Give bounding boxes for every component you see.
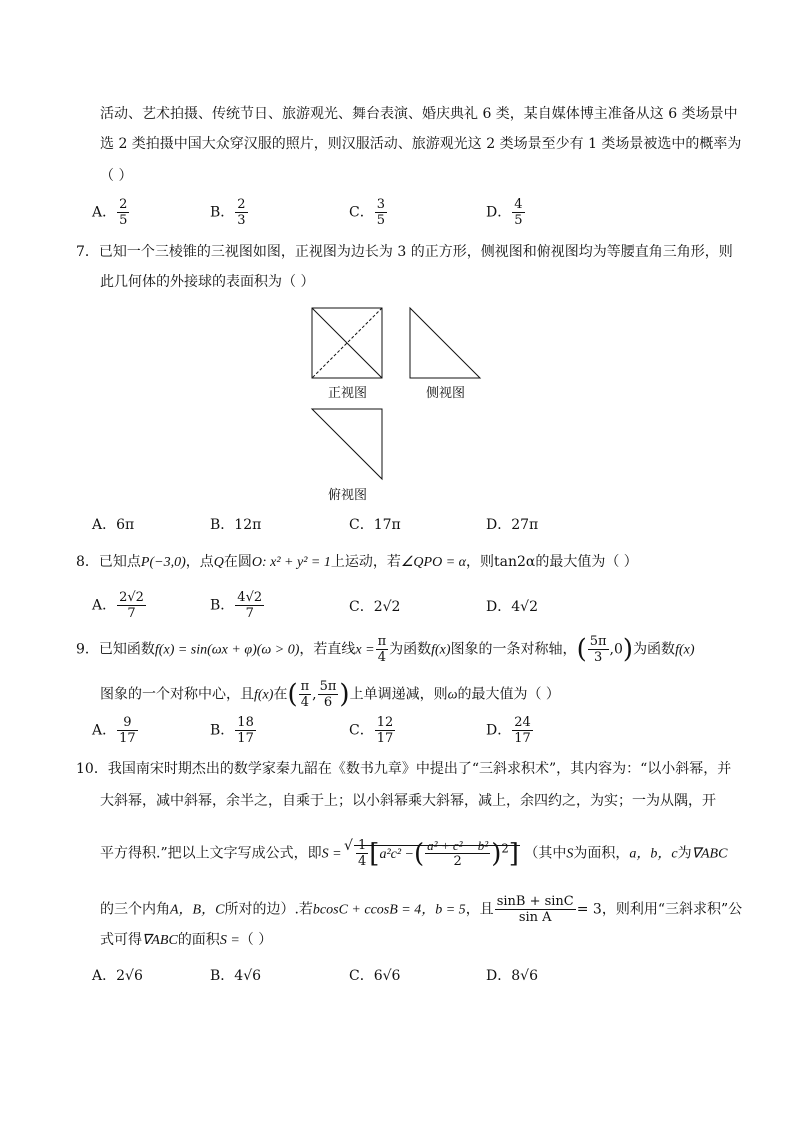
q7-option-d[interactable]: D．27π: [486, 517, 539, 533]
fraction: $\frac{\pi}{4}$: [377, 634, 387, 665]
q10-option-c[interactable]: C．6√6: [349, 968, 401, 984]
q8-stem: 8．已知点P(−3,0)，点Q在圆O: x² + y² = 1上运动，若∠QPO = α，则tan2α的最大值为（ ）: [76, 554, 638, 570]
q8-option-b[interactable]: B． $\frac{4√2}{7}$: [210, 590, 263, 621]
fraction: $\frac{3}{5}$: [376, 197, 385, 228]
q6-line1: 活动、艺术拍摄、传统节日、旅游观光、舞台表演、婚庆典礼 6 类，某自媒体博主准备从这 6 类场景中: [100, 106, 738, 122]
q6-option-d[interactable]: D． $\frac{4}{5}$: [486, 197, 523, 228]
fraction: $\frac{4}{5}$: [514, 197, 523, 228]
side-view-triangle: [410, 308, 480, 378]
sqrt-formula: √ $\frac{1}{4}$ [a²c² −( $\frac{\text{a² + c² − b²}}{2}$ )$^2$]: [346, 838, 520, 869]
q6-option-c[interactable]: C． $\frac{3}{5}$: [349, 197, 385, 228]
q9-option-b[interactable]: B． $\frac{18}{17}$: [210, 715, 254, 746]
q10-line5: 式可得∇ABC的面积S =（ ）: [100, 932, 273, 948]
top-view-triangle: [312, 409, 382, 479]
q8-option-a[interactable]: A． $\frac{2√2}{7}$: [92, 590, 144, 621]
q8-option-d[interactable]: D．4√2: [486, 599, 538, 615]
fraction: $\frac{12}{17}$: [376, 715, 394, 746]
q7-line1: 7．已知一个三棱锥的三视图如图，正视图为边长为 3 的正方形，侧视图和俯视图均为等腰直角三角形，则: [76, 244, 733, 260]
fraction: $\frac{9}{17}$: [119, 715, 136, 746]
fraction: $\frac{5\pi}{3}$: [589, 634, 607, 665]
fraction: $\frac{\pi}{4}$: [300, 679, 310, 710]
q9-option-c[interactable]: C． $\frac{12}{17}$: [349, 715, 394, 746]
fraction: $\frac{2√2}{7}$: [119, 590, 144, 621]
side-view-caption: 侧视图: [426, 386, 466, 401]
q10-option-d[interactable]: D．8√6: [486, 968, 538, 984]
q10-line3: 平方得积.”把以上文字写成公式，即S = √ $\frac{1}{4}$ [a²c² −( $\frac{\text{a² + c² − b²}}{2}$ )$^2$] （其中S为面积，a，b，c为∇ABC: [100, 838, 727, 869]
q9-option-a[interactable]: A． $\frac{9}{17}$: [92, 715, 136, 746]
q6-option-a[interactable]: A． $\frac{2}{5}$: [92, 197, 128, 228]
fraction: $\frac{2}{3}$: [237, 197, 246, 228]
q9-line1: 9．已知函数f(x) = sin(ωx + φ)(ω > 0)，若直线x = $\frac{\pi}{4}$ 为函数f(x)图象的一条对称轴，( $\frac{5\pi}{3}$ ,0)为函数f(x): [76, 634, 695, 665]
q10-option-b[interactable]: B．4√6: [210, 968, 262, 984]
fraction: $\frac{4√2}{7}$: [237, 590, 263, 621]
front-view-caption: 正视图: [328, 386, 368, 401]
q7-option-c[interactable]: C．17π: [349, 517, 401, 533]
q10-line4: 的三个内角A，B，C所对的边）.若bcosC + ccosB = 4，b = 5，且 $\frac{\sin B + \sin C}{\text{sin A}}$ = 3，则利用“三斜求积”公: [100, 894, 743, 925]
q9-line2: 图象的一个对称中心，且f(x)在( $\frac{\pi}{4}$ , $\frac{5\pi}{6}$ )上单调递减，则ω的最大值为（ ）: [100, 679, 560, 710]
fraction: $\frac{5\pi}{6}$: [319, 679, 337, 710]
fraction: $\frac{2}{5}$: [119, 197, 128, 228]
q10-line1: 10．我国南宋时期杰出的数学家秦九韶在《数书九章》中提出了“三斜求积术”，其内容为：“以小斜幂，并: [76, 761, 732, 777]
q6-option-b[interactable]: B． $\frac{2}{3}$: [210, 197, 246, 228]
fraction: $\frac{24}{17}$: [514, 715, 531, 746]
q6-line2: 选 2 类拍摄中国大众穿汉服的照片，则汉服活动、旅游观光这 2 类场景至少有 1 类场景被选中的概率为: [100, 136, 742, 152]
fraction: $\frac{18}{17}$: [237, 715, 254, 746]
top-view-caption: 俯视图: [328, 488, 368, 503]
q6-line3: （ ）: [100, 168, 133, 184]
q8-option-c[interactable]: C．2√2: [349, 599, 401, 615]
three-view-figure: [300, 300, 500, 510]
q10-line2: 大斜幂，减中斜幂，余半之，自乘于上；以小斜幂乘大斜幂，减上，余四约之，为实；一为从隅，开: [100, 793, 716, 809]
q7-option-b[interactable]: B．12π: [210, 517, 262, 533]
q7-option-a[interactable]: A．6π: [92, 517, 135, 533]
q10-option-a[interactable]: A．2√6: [92, 968, 143, 984]
front-view-diagonal: [312, 308, 382, 378]
q7-line2: 此几何体的外接球的表面积为（ ）: [100, 274, 315, 290]
q9-option-d[interactable]: D． $\frac{24}{17}$: [486, 715, 531, 746]
